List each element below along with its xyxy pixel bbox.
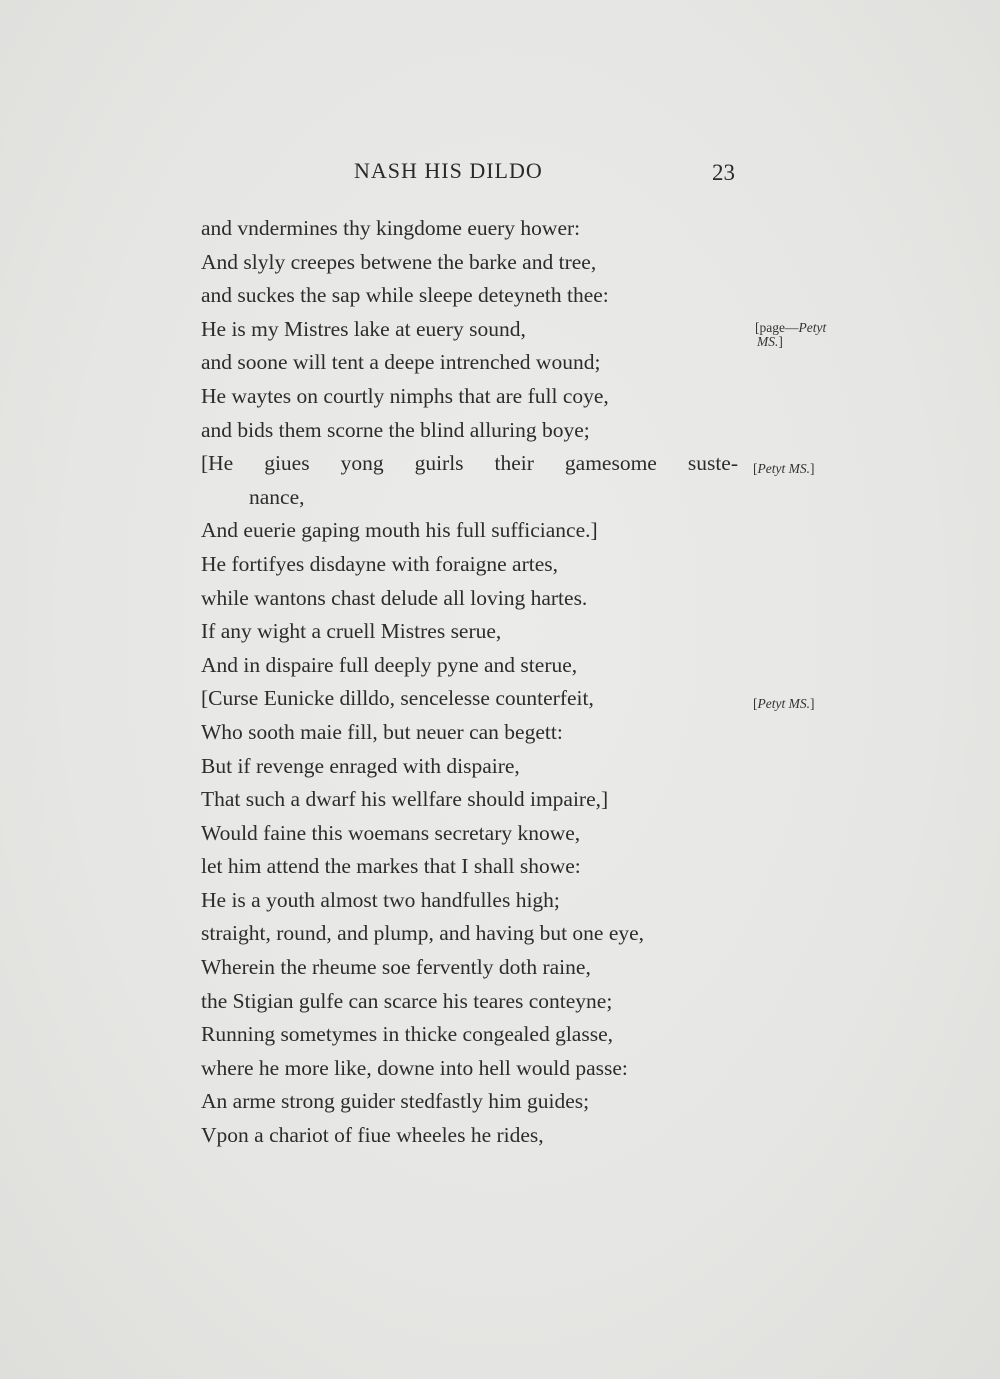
margin-note-prefix: [	[753, 461, 758, 476]
margin-note-italic: Petyt MS.	[757, 696, 810, 711]
verse-line: An arme strong guider stedfastly him guides;	[201, 1089, 590, 1114]
margin-note-suffix: ]	[778, 334, 783, 349]
verse-line: If any wight a cruell Mistres serue,	[201, 619, 502, 644]
verse-line: He fortifyes disdayne with foraigne artes,	[201, 551, 559, 576]
verse-block	[201, 212, 761, 1153]
verse-line: He is a youth almost two handfulles high;	[201, 887, 560, 912]
verse-line: He waytes on courtly nimphs that are full coye,	[201, 383, 609, 408]
margin-note-italic: Petyt MS.	[757, 461, 810, 476]
verse-line: and bids them scorne the blind alluring boye;	[201, 417, 590, 442]
verse-line: And slyly creepes betwene the barke and tree,	[201, 249, 597, 274]
margin-note-suffix: ]	[809, 461, 815, 476]
verse-line: let him attend the markes that I shall showe:	[201, 854, 581, 879]
verse-line: while wantons chast delude all loving hartes.	[201, 585, 588, 610]
verse-line: and soone will tent a deepe intrenched wound;	[201, 350, 601, 375]
verse-line: [He giues yong guirls their gamesome suste-	[201, 451, 738, 476]
verse-line: and vndermines thy kingdome euery hower:	[201, 216, 581, 240]
verse-line: He is my Mistres lake at euery sound,	[201, 316, 526, 341]
verse-line: straight, round, and plump, and having but one eye,	[201, 921, 645, 946]
margin-note-prefix: [	[753, 696, 758, 711]
verse-line: where he more like, downe into hell would passe:	[201, 1055, 628, 1080]
margin-note-suffix: ]	[809, 696, 815, 711]
margin-note	[753, 697, 814, 711]
running-head	[0, 158, 1000, 190]
verse-line: and suckes the sap while sleepe deteyneth thee:	[201, 283, 609, 308]
margin-note-italic: MS.	[757, 334, 779, 349]
verse-line: Would faine this woemans secretary knowe,	[201, 820, 581, 845]
verse-line: [Curse Eunicke dilldo, sencelesse counterfeit,	[201, 686, 594, 711]
page-number: 23	[712, 160, 735, 185]
margin-note	[755, 321, 826, 349]
verse-line: And in dispaire full deeply pyne and sterue,	[201, 652, 578, 677]
verse-line: Wherein the rheume soe fervently doth raine,	[201, 955, 591, 980]
verse-line-continuation: nance,	[249, 484, 305, 509]
running-title: NASH HIS DILDO	[354, 158, 543, 183]
verse-line: That such a dwarf his wellfare should impaire,]	[201, 787, 609, 812]
verse-line: Who sooth maie fill, but neuer can begett:	[201, 719, 563, 744]
verse-line: the Stigian gulfe can scarce his teares conteyne;	[201, 988, 613, 1013]
verse-line: But if revenge enraged with dispaire,	[201, 753, 520, 778]
verse-line: And euerie gaping mouth his full sufficiance.]	[201, 518, 598, 543]
margin-note-prefix: [page—	[755, 320, 799, 335]
verse-line: Running sometymes in thicke congealed glasse,	[201, 1022, 613, 1047]
margin-note-italic: Petyt	[798, 320, 827, 335]
verse-line: Vpon a chariot of fiue wheeles he rides,	[201, 1123, 544, 1148]
margin-note-line2	[755, 335, 826, 349]
margin-note	[753, 462, 814, 476]
